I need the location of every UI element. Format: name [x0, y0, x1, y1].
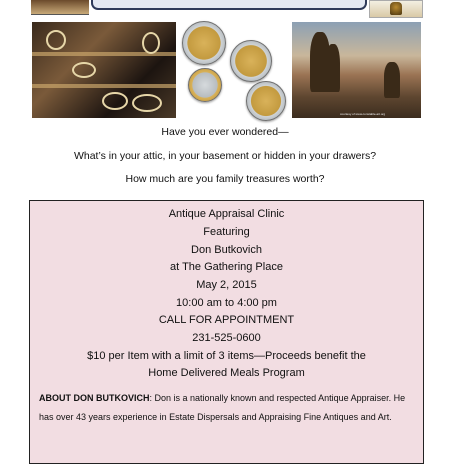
event-venue: at The Gathering Place — [170, 261, 283, 273]
event-phone: 231-525-0600 — [192, 332, 261, 344]
coin-image — [230, 40, 272, 82]
event-info-box — [29, 200, 424, 464]
intro-line: How much are you family treasures worth? — [125, 173, 325, 185]
coin-image — [246, 81, 286, 121]
coin-image — [182, 21, 226, 65]
intro-line: What’s in your attic, in your basement or hidden in your drawers? — [73, 150, 377, 162]
event-call-heading: CALL FOR APPOINTMENT — [158, 314, 295, 326]
top-left-photo — [31, 0, 89, 15]
event-title: Antique Appraisal Clinic — [168, 208, 285, 220]
jewelry-display-photo — [32, 22, 176, 118]
about-text: : Don is a nationally known and respected Antique Appraiser. He has over 43 years experience in Estate Dispersals and Appraising Fine Antiques and Art. — [39, 393, 406, 422]
event-featuring: Featuring — [203, 226, 250, 238]
about-section — [39, 389, 419, 426]
coin-image — [188, 68, 222, 102]
event-appraiser: Don Butkovich — [191, 244, 262, 256]
top-right-photo — [369, 0, 423, 18]
landscape-painting-photo — [292, 22, 421, 118]
event-price: $10 per Item with a limit of 3 items—Proceeds benefit the — [87, 350, 366, 362]
event-beneficiary: Home Delivered Meals Program — [148, 367, 305, 379]
intro-line: Have you ever wondered— — [161, 126, 289, 138]
event-time: 10:00 am to 4:00 pm — [176, 297, 277, 309]
event-date: May 2, 2015 — [196, 279, 257, 291]
header-banner — [91, 0, 367, 10]
photo-credit: courtesy of www.constable-art.org — [340, 112, 386, 116]
about-heading: ABOUT DON BUTKOVICH — [39, 393, 150, 403]
